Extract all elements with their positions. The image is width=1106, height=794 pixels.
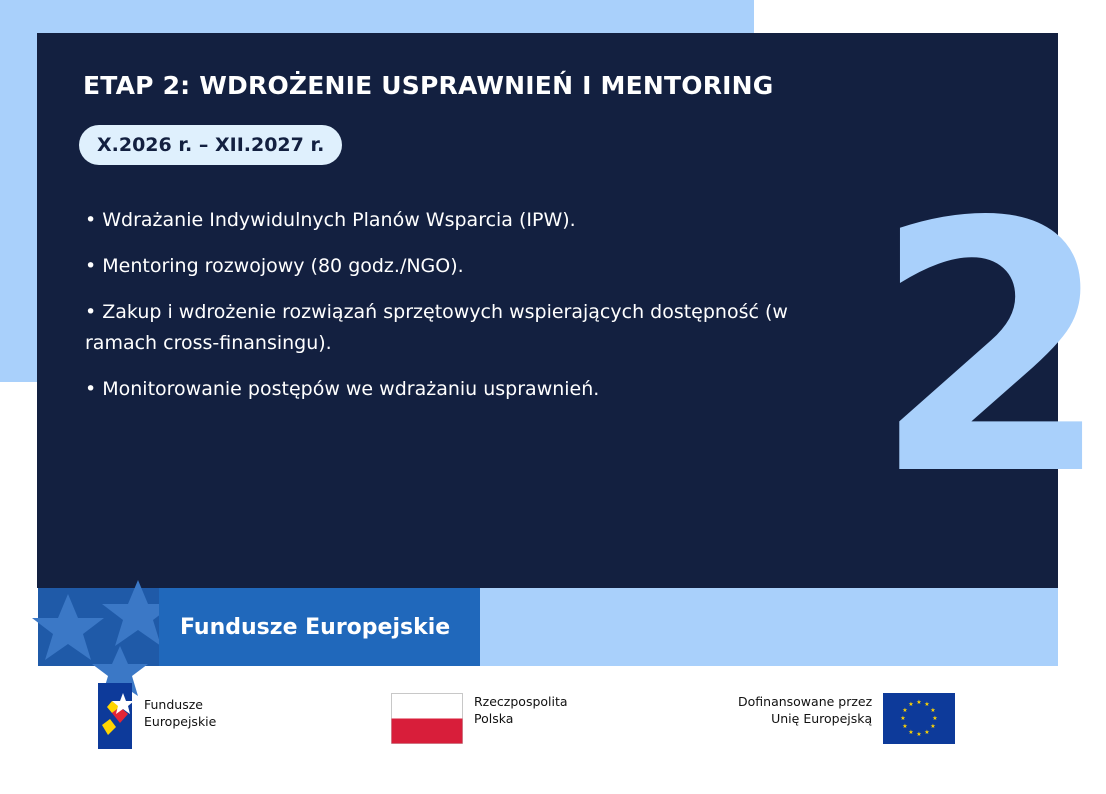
date-range-badge <box>79 125 342 165</box>
brand-band <box>159 588 480 666</box>
logo-caption-line: Europejskie <box>144 714 217 729</box>
star-decoration-icon <box>38 588 159 666</box>
eu-cofunding-logo <box>738 693 955 744</box>
fundusze-europejskie-logo <box>98 683 216 749</box>
rzeczpospolita-polska-logo <box>391 693 568 744</box>
list-item: • Mentoring rozwojowy (80 godz./NGO). <box>85 255 464 277</box>
logo-caption-line: Rzeczpospolita <box>474 694 568 709</box>
logo-caption-line: Dofinansowane przez <box>738 694 873 709</box>
svg-text:★: ★ <box>924 701 930 708</box>
brand-band-label: Fundusze Europejskie <box>180 614 451 640</box>
slide-title: ETAP 2: WDROŻENIE USPRAWNIEŃ I MENTORING <box>83 71 774 100</box>
list-item: • Monitorowanie postępów we wdrażaniu usprawnień. <box>85 378 600 400</box>
logo-caption <box>474 693 568 727</box>
logo-caption-line: Unię Europejską <box>771 711 873 726</box>
svg-text:★: ★ <box>900 715 906 722</box>
list-item: • Zakup i wdrożenie rozwiązań sprzętowych wspierających dostępność (w ramach cross-finansingu). <box>85 301 788 354</box>
fundusze-europejskie-logo-icon <box>98 683 136 749</box>
logo-caption-line: Polska <box>474 711 514 726</box>
svg-text:★: ★ <box>930 707 936 714</box>
stage-number: 2 <box>872 150 1106 551</box>
svg-text:★: ★ <box>908 701 914 708</box>
logo-caption <box>738 693 872 727</box>
svg-text:★: ★ <box>916 731 922 738</box>
svg-text:★: ★ <box>916 699 922 706</box>
svg-text:★: ★ <box>924 729 930 736</box>
svg-text:★: ★ <box>932 715 938 722</box>
logo-caption-line: Fundusze <box>144 697 203 712</box>
list-item: • Wdrażanie Indywidulnych Planów Wsparcia (IPW). <box>85 209 576 231</box>
bullet-list <box>85 205 845 420</box>
eu-flag-icon <box>883 693 955 744</box>
logo-caption <box>144 696 216 730</box>
band-right-fill <box>480 588 1058 666</box>
svg-text:★: ★ <box>902 723 908 730</box>
svg-text:★: ★ <box>908 729 914 736</box>
svg-text:★: ★ <box>902 707 908 714</box>
stars-pattern <box>38 588 159 666</box>
svg-text:★: ★ <box>930 723 936 730</box>
date-range-text: X.2026 r. – XII.2027 r. <box>97 134 325 156</box>
content-panel <box>37 33 1106 588</box>
polish-flag-icon <box>391 693 463 744</box>
